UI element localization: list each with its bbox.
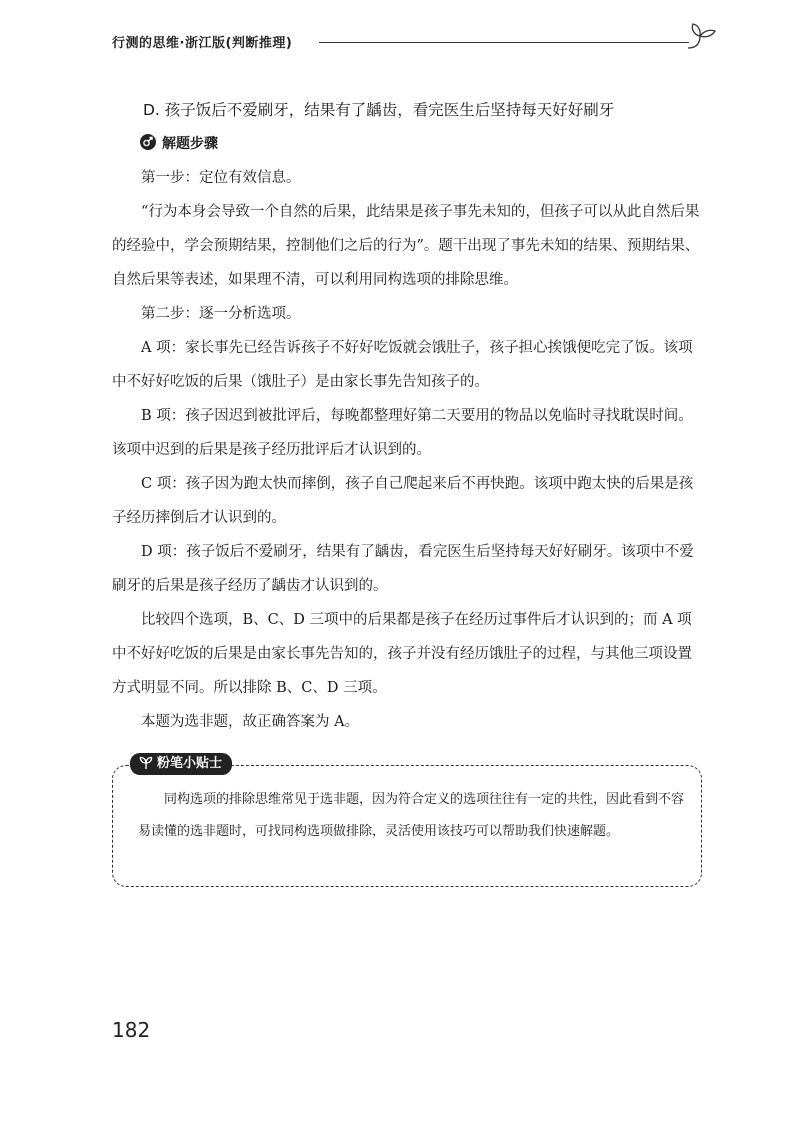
steps-icon xyxy=(140,134,156,150)
tip-tag-label: 粉笔小贴士 xyxy=(157,756,223,771)
analysis-c: C 项：孩子因为跑太快而摔倒，孩子自己爬起来后不再快跑。该项中跑太快的后果是孩子经历摔倒后才认识到的。 xyxy=(112,476,694,526)
tip-tag xyxy=(130,753,232,775)
analysis-b: B 项：孩子因迟到被批评后，每晚都整理好第二天要用的物品以免临时寻找耽误时间。该项中迟到的后果是孩子经历批评后才认识到的。 xyxy=(112,408,693,458)
section-title: 解题步骤 xyxy=(162,136,218,152)
step-one: 第一步：定位有效信息。 xyxy=(141,170,301,186)
comparison-paragraph: 比较四个选项，B、C、D 三项中的后果都是孩子在经历过事件后才认识到的；而 A 项中不好好吃饭的后果是由家长事先告知的，孩子并没有经历饿肚子的过程，与其他三项设置方式明显不同。所以排除 B、C、D 三项。 xyxy=(112,612,692,696)
sprout-icon xyxy=(138,756,154,770)
header-rule xyxy=(319,42,689,43)
tip-text: 同构选项的排除思维常见于选非题，因为符合定义的选项往往有一定的共性，因此看到不容易读懂的选非题时，可找同构选项做排除，灵活使用该技巧可以帮助我们快速解题。 xyxy=(138,792,685,839)
analysis-d: D 项：孩子饭后不爱刷牙，结果有了龋齿，看完医生后坚持每天好好刷牙。该项中不爱刷牙的后果是孩子经历了龋齿才认识到的。 xyxy=(112,544,694,594)
section-heading xyxy=(112,127,704,161)
page-header xyxy=(112,32,712,54)
step-two: 第二步：逐一分析选项。 xyxy=(141,306,301,322)
option-d: D. 孩子饭后不爱刷牙，结果有了龋齿，看完医生后坚持每天好好刷牙 xyxy=(143,101,615,119)
main-content xyxy=(112,93,704,739)
page-number: 182 xyxy=(112,1018,151,1042)
sprout-icon xyxy=(682,18,718,56)
header-title: 行测的思维·浙江版(判断推理) xyxy=(112,36,293,51)
answer-line: 本题为选非题，故正确答案为 A。 xyxy=(141,714,360,730)
quote-paragraph: “行为本身会导致一个自然的后果，此结果是孩子事先未知的，但孩子可以从此自然后果的经验中，学会预期结果，控制他们之后的行为”。题干出现了事先未知的结果、预期结果、自然后果等表述，如果理不清，可以利用同构选项的排除思维。 xyxy=(112,204,700,288)
tip-body xyxy=(138,784,694,848)
analysis-a: A 项：家长事先已经告诉孩子不好好吃饭就会饿肚子，孩子担心挨饿便吃完了饭。该项中不好好吃饭的后果（饿肚子）是由家长事先告知孩子的。 xyxy=(112,340,693,390)
